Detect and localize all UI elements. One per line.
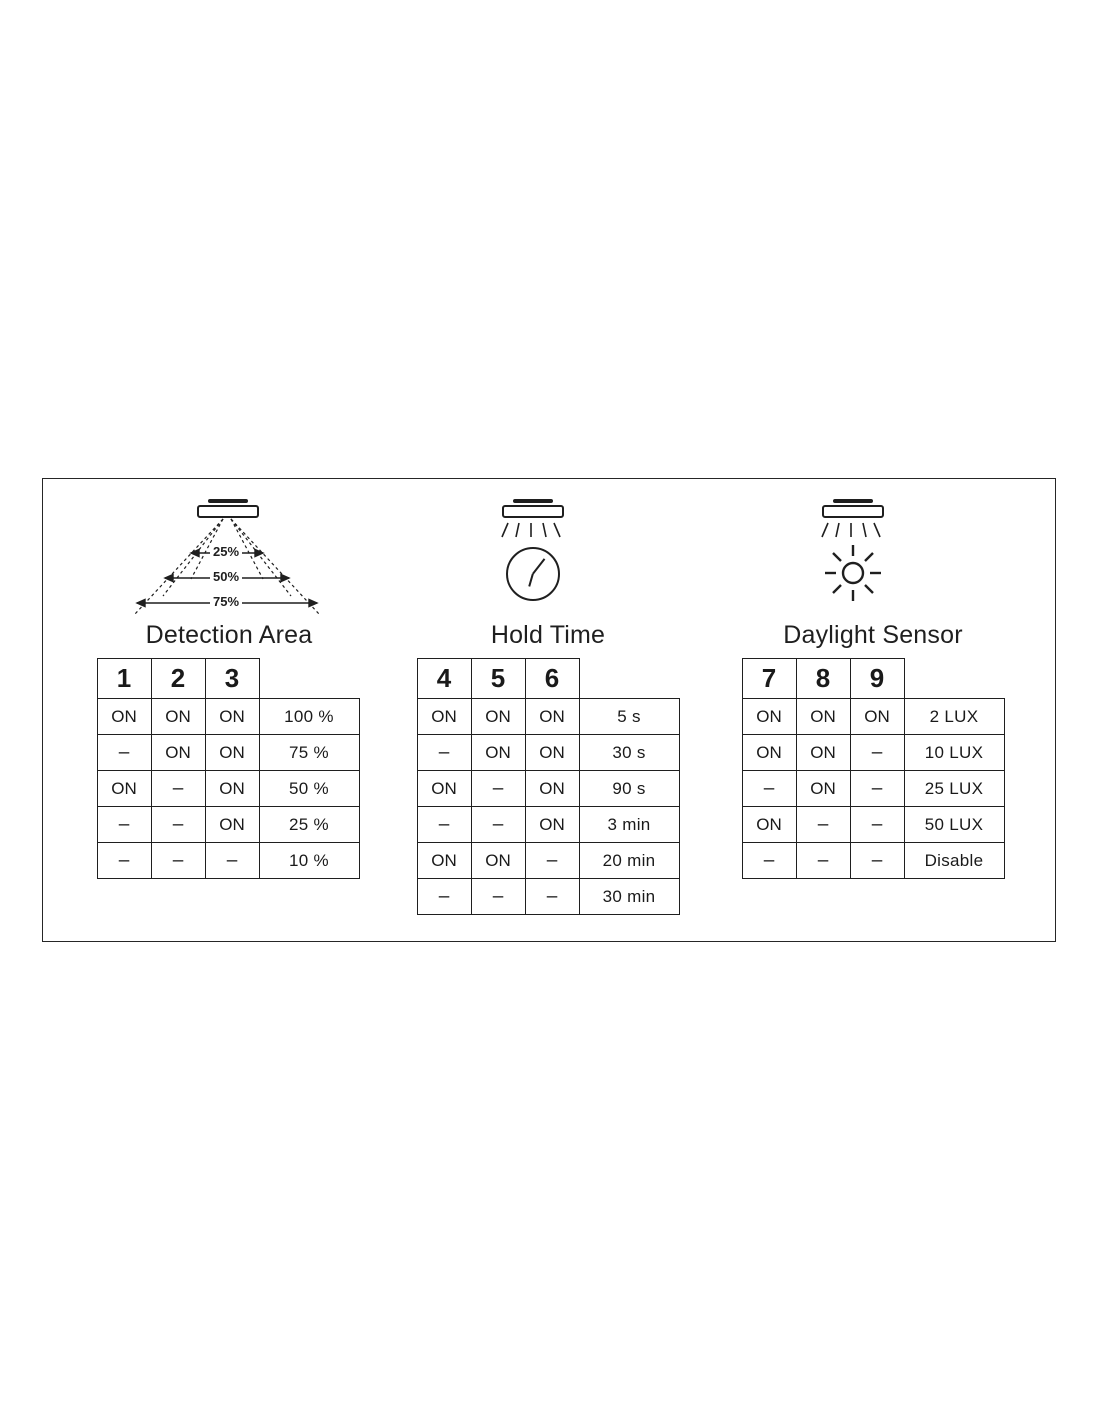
switch-cell: ON [97, 699, 151, 735]
switch-cell: ON [742, 735, 796, 771]
table-row [417, 771, 679, 807]
value-header-blank [259, 659, 359, 699]
daylight-sensor-section [718, 491, 1028, 879]
switch-cell: ON [97, 771, 151, 807]
value-cell: 30 s [579, 735, 679, 771]
switch-cell: – [850, 807, 904, 843]
table-row [97, 843, 359, 879]
switch-header-1: 1 [97, 659, 151, 699]
table-header-row [97, 659, 359, 699]
table-row [742, 771, 1004, 807]
switch-cell: ON [796, 771, 850, 807]
cone-label-25: 25% [210, 544, 242, 559]
table-row [417, 699, 679, 735]
hold-time-table [417, 658, 680, 915]
table-row [417, 843, 679, 879]
value-header-blank [579, 659, 679, 699]
switch-cell: – [796, 807, 850, 843]
switch-cell: – [471, 771, 525, 807]
value-cell: 50 LUX [904, 807, 1004, 843]
switch-header-8: 8 [796, 659, 850, 699]
switch-cell: – [151, 843, 205, 879]
table-row [742, 699, 1004, 735]
switch-cell: ON [205, 807, 259, 843]
table-row [97, 807, 359, 843]
table-row [742, 735, 1004, 771]
table-row [742, 843, 1004, 879]
table-row [742, 807, 1004, 843]
switch-cell: – [97, 807, 151, 843]
switch-cell: ON [742, 699, 796, 735]
switch-header-2: 2 [151, 659, 205, 699]
table-row [97, 735, 359, 771]
switch-cell: ON [525, 771, 579, 807]
detection-area-table [97, 658, 360, 879]
value-cell: 50 % [259, 771, 359, 807]
cone-label-50: 50% [210, 569, 242, 584]
detection-area-icon-area [73, 491, 383, 619]
switch-cell: ON [525, 735, 579, 771]
switch-cell: – [205, 843, 259, 879]
switch-cell: ON [151, 735, 205, 771]
switch-cell: – [796, 843, 850, 879]
daylight-sensor-icon-area [718, 491, 1028, 619]
switch-cell: – [471, 879, 525, 915]
switch-cell: – [97, 735, 151, 771]
switch-header-9: 9 [850, 659, 904, 699]
value-header-blank [904, 659, 1004, 699]
switch-cell: ON [525, 699, 579, 735]
ceiling-lamp-detection-cone-icon [73, 491, 383, 621]
clock-face-icon [506, 547, 560, 601]
ceiling-lamp-sun-icon [718, 491, 1028, 621]
switch-cell: ON [205, 771, 259, 807]
ceiling-lamp-clock-icon [398, 491, 698, 621]
switch-cell: ON [742, 807, 796, 843]
value-cell: 10 LUX [904, 735, 1004, 771]
switch-cell: ON [151, 699, 205, 735]
switch-cell: ON [205, 699, 259, 735]
hold-time-title: Hold Time [490, 621, 606, 649]
hold-time-icon-area [398, 491, 698, 619]
switch-cell: – [417, 879, 471, 915]
switch-header-4: 4 [417, 659, 471, 699]
cone-label-75: 75% [210, 594, 242, 609]
value-cell: 3 min [579, 807, 679, 843]
switch-cell: – [417, 807, 471, 843]
switch-cell: ON [525, 807, 579, 843]
sun-glyph-icon [823, 543, 883, 603]
sun-svg [823, 543, 883, 603]
switch-cell: ON [417, 699, 471, 735]
switch-cell: – [525, 879, 579, 915]
daylight-sensor-title: Daylight Sensor [783, 621, 963, 649]
switch-cell: – [417, 735, 471, 771]
switch-cell: ON [205, 735, 259, 771]
switch-cell: ON [471, 843, 525, 879]
switch-header-5: 5 [471, 659, 525, 699]
switch-cell: ON [850, 699, 904, 735]
detection-area-section [73, 491, 383, 879]
switch-cell: – [850, 771, 904, 807]
table-row [417, 807, 679, 843]
switch-cell: – [471, 807, 525, 843]
table-row [417, 879, 679, 915]
switch-cell: – [742, 771, 796, 807]
switch-cell: ON [471, 699, 525, 735]
switch-cell: – [742, 843, 796, 879]
hold-time-section [398, 491, 698, 915]
switch-cell: ON [796, 699, 850, 735]
value-cell: 100 % [259, 699, 359, 735]
value-cell: 90 s [579, 771, 679, 807]
switch-header-3: 3 [205, 659, 259, 699]
switch-cell: – [97, 843, 151, 879]
switch-cell: – [850, 735, 904, 771]
switch-cell: ON [796, 735, 850, 771]
table-row [97, 699, 359, 735]
value-cell: 20 min [579, 843, 679, 879]
switch-cell: ON [471, 735, 525, 771]
value-cell: 75 % [259, 735, 359, 771]
value-cell: 30 min [579, 879, 679, 915]
table-header-row [417, 659, 679, 699]
value-cell: 25 % [259, 807, 359, 843]
switch-cell: ON [417, 771, 471, 807]
dip-switch-settings-panel [42, 478, 1056, 942]
table-header-row [742, 659, 1004, 699]
value-cell: 5 s [579, 699, 679, 735]
switch-cell: – [525, 843, 579, 879]
switch-cell: – [151, 807, 205, 843]
daylight-sensor-table [742, 658, 1005, 879]
table-row [417, 735, 679, 771]
switch-header-6: 6 [525, 659, 579, 699]
value-cell: 25 LUX [904, 771, 1004, 807]
table-row [97, 771, 359, 807]
switch-cell: ON [417, 843, 471, 879]
detection-area-title: Detection Area [145, 621, 313, 649]
switch-header-7: 7 [742, 659, 796, 699]
value-cell: Disable [904, 843, 1004, 879]
value-cell: 2 LUX [904, 699, 1004, 735]
switch-cell: – [151, 771, 205, 807]
value-cell: 10 % [259, 843, 359, 879]
switch-cell: – [850, 843, 904, 879]
